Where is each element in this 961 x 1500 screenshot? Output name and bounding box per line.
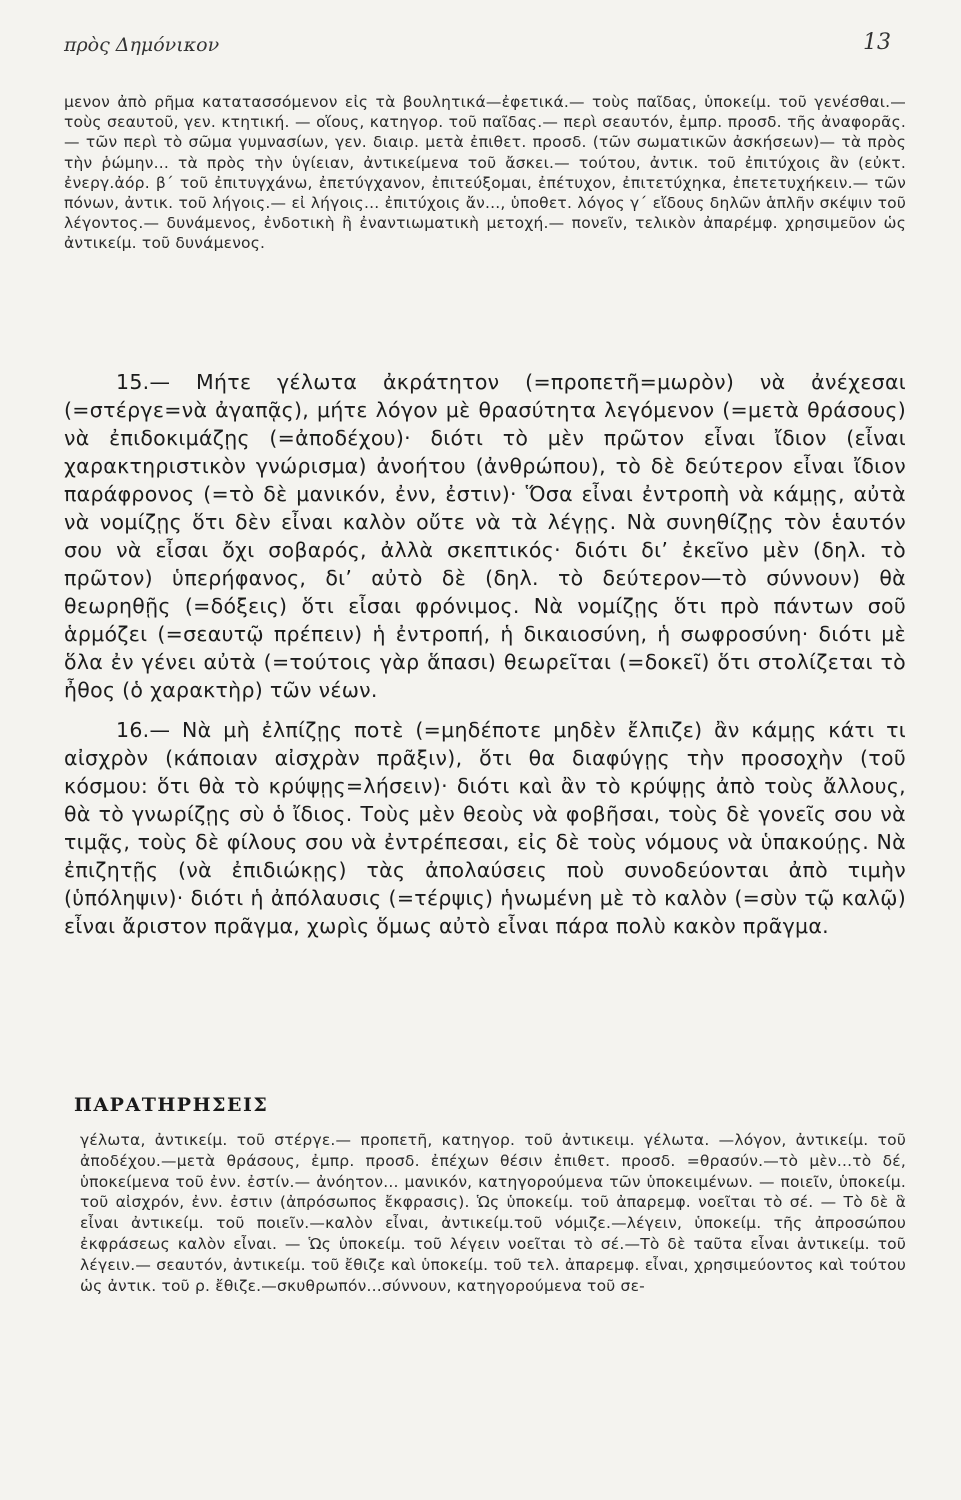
main-text [64,368,906,940]
notes-heading: ΠΑΡΑΤΗΡΗΣΕΙΣ [74,1094,269,1116]
paragraph-16: 16.— Νὰ μὴ ἐλπίζῃς ποτὲ (=μηδέποτε μηδὲν ἔλπιζε) ἂν κάμῃς κάτι τι αἰσχρὸν (κάποιαν αἰσχρὰν πρᾶξιν), ὅτι θα διαφύγῃς τὴν προσοχὴν (τοῦ κόσμου: ὅτι θὰ τὸ κρύψῃς=λήσειν)· διότι καὶ ἂν τὸ κρύψῃς ἀπὸ τοὺς ἄλλους, θὰ τὸ γνωρίζῃς σὺ ὁ ἴδιος. Τοὺς μὲν θεοὺς νὰ φοβῆσαι, τοὺς δὲ γονεῖς σου νὰ τιμᾷς, τοὺς δὲ φίλους σου νὰ ἐντρέπεσαι, εἰς δὲ τοὺς νόμους νὰ ὑπακούῃς. Νὰ ἐπιζητῇς (νὰ ἐπιδιώκῃς) τὰς ἀπολαύσεις ποὺ συνοδεύονται ἀπὸ τιμὴν (ὑπόληψιν)· διότι ἡ ἀπόλαυσις (=τέρψις) ἡνωμένη μὲ τὸ καλὸν (=σὺν τῷ καλῷ) εἶναι ἄριστον πρᾶγμα, χωρὶς ὅμως αὐτὸ εἶναι πάρα πολὺ κακὸν πρᾶγμα. [64,718,906,938]
notes-block [80,1130,906,1296]
notes-text: γέλωτα, ἀντικείμ. τοῦ στέργε.— προπετῆ, κατηγορ. τοῦ ἀντικειμ. γέλωτα. —λόγον, ἀντικείμ. τοῦ ἀποδέχου.—μετὰ θράσους, ἐμπρ. προσδ. ἐπέχων θέσιν ἐπιθετ. προσδ. =θρασύν.—τὸ μὲν...τὸ δέ, ὑποκείμενα τοῦ ἐνν. ἐστίν.— ἀνόητον... μανικόν, κατηγορούμενα τῶν ὑποκειμένων. — ποιεῖν, ὑποκείμ. τοῦ αἰσχρόν, ἐνν. ἐστιν (ἀπρόσωπος ἔκφρασις). Ὡς ὑποκείμ. τοῦ ἀπαρεμφ. νοεῖται τὸ σέ. — Τὸ δὲ ἃ εἶναι ἀντικείμ. τοῦ ποιεῖν.—καλὸν εἶναι, ἀντικείμ.τοῦ νόμιζε.—λέγειν, ὑποκείμ. τῆς ἀπροσώπου ἐκφράσεως καλὸν εἶναι. — Ὡς ὑποκείμ. τοῦ λέγειν νοεῖται τὸ σέ.—Τὸ δὲ ταῦτα εἶναι ἀντικείμ. τοῦ λέγειν.— σεαυτόν, ἀντικείμ. τοῦ ἔθιζε καὶ ὑποκείμ. τοῦ τελ. ἀπαρεμφ. εἶναι, χρησιμεύοντος καὶ τούτου ὡς ἀντικ. τοῦ ρ. ἔθιζε.—σκυθρωπόν...σύννουν, κατηγορούμενα τοῦ σε- [80,1131,906,1295]
commentary-block [64,92,906,254]
running-title: πρὸς Δημόνικον [64,34,220,56]
paragraph-15: 15.— Μήτε γέλωτα ἀκράτητον (=προπετῆ=μωρὸν) νὰ ἀνέχεσαι (=στέργε=νὰ ἀγαπᾷς), μήτε λόγον μὲ θρασύτητα λεγόμενον (=μετὰ θράσους) νὰ ἐπιδοκιμάζῃς (=ἀποδέχου)· διότι τὸ μὲν πρῶτον εἶναι ἴδιον (εἶναι χαρακτηριστικὸν γνώρισμα) ἀνοήτου (ἀνθρώπου), τὸ δὲ δεύτερον εἶναι ἴδιον παράφρονος (=τὸ δὲ μανικόν, ἐνν, ἐστιν)· Ὅσα εἶναι ἐντροπὴ νὰ κάμῃς, αὐτὰ νὰ νομίζῃς ὅτι δὲν εἶναι καλὸν οὔτε νὰ τὰ λέγῃς. Νὰ συνηθίζῃς τὸν ἑαυτόν σου νὰ εἶσαι ὄχι σοβαρός, ἀλλὰ σκεπτικός· διότι δι’ ἐκεῖνο μὲν (δηλ. τὸ πρῶτον) ὑπερήφανος, δι’ αὐτὸ δὲ (δηλ. τὸ δεύτερον—τὸ σύννουν) θὰ θεωρηθῇς (=δόξεις) ὅτι εἶσαι φρόνιμος. Νὰ νομίζῃς ὅτι πρὸ πάντων σοῦ ἁρμόζει (=σεαυτῷ πρέπειν) ἡ ἐντροπή, ἡ δικαιοσύνη, ἡ σωφροσύνη· διότι μὲ ὅλα ἐν γένει αὐτὰ (=τούτοις γὰρ ἅπασι) θεωρεῖται (=δοκεῖ) ὅτι στολίζεται τὸ ἦθος (ὁ χαρακτὴρ) τῶν νέων. [64,370,906,702]
page-number: 13 [863,30,891,55]
commentary-text: μενον ἀπὸ ρῆμα κατατασσόμενον εἰς τὰ βουλητικά—ἐφετικά.— τοὺς παῖδας, ὑποκείμ. τοῦ γενέσθαι.— τοὺς σεαυτοῦ, γεν. κτητική. — οἵους, κατηγορ. τοῦ παῖδας.— περὶ σεαυτόν, ἐμπρ. προσδ. τῆς ἀναφορᾶς.— τῶν περὶ τὸ σῶμα γυμνασίων, γεν. διαιρ. μετὰ ἐπιθετ. προσδ. (τῶν σωματικῶν ἀσκήσεων)— τὰ πρὸς τὴν ῥώμην... τὰ πρὸς τὴν ὑγίειαν, ἀντικείμενα τοῦ ἄσκει.— τούτου, ἀντικ. τοῦ ἐπιτύχοις ἂν (εὐκτ. ἐνεργ.ἀόρ. β΄ τοῦ ἐπιτυγχάνω, ἐπετύγχανον, ἐπιτεύξομαι, ἐπέτυχον, ἐπιτετύχηκα, ἐπετετυχήκειν.— τῶν πόνων, ἀντικ. τοῦ λήγοις.— εἰ λήγοις... ἐπιτύχοις ἄν..., ὑποθετ. λόγος γ΄ εἴδους δηλῶν ἁπλῆν σκέψιν τοῦ λέγοντος.— δυνάμενος, ἐνδοτικὴ ἢ ἐναντιωματικὴ μετοχή.— πονεῖν, τελικὸν ἀπαρέμφ. χρησιμεῦον ὡς ἀντικείμ. τοῦ δυνάμενος. [64,93,906,253]
